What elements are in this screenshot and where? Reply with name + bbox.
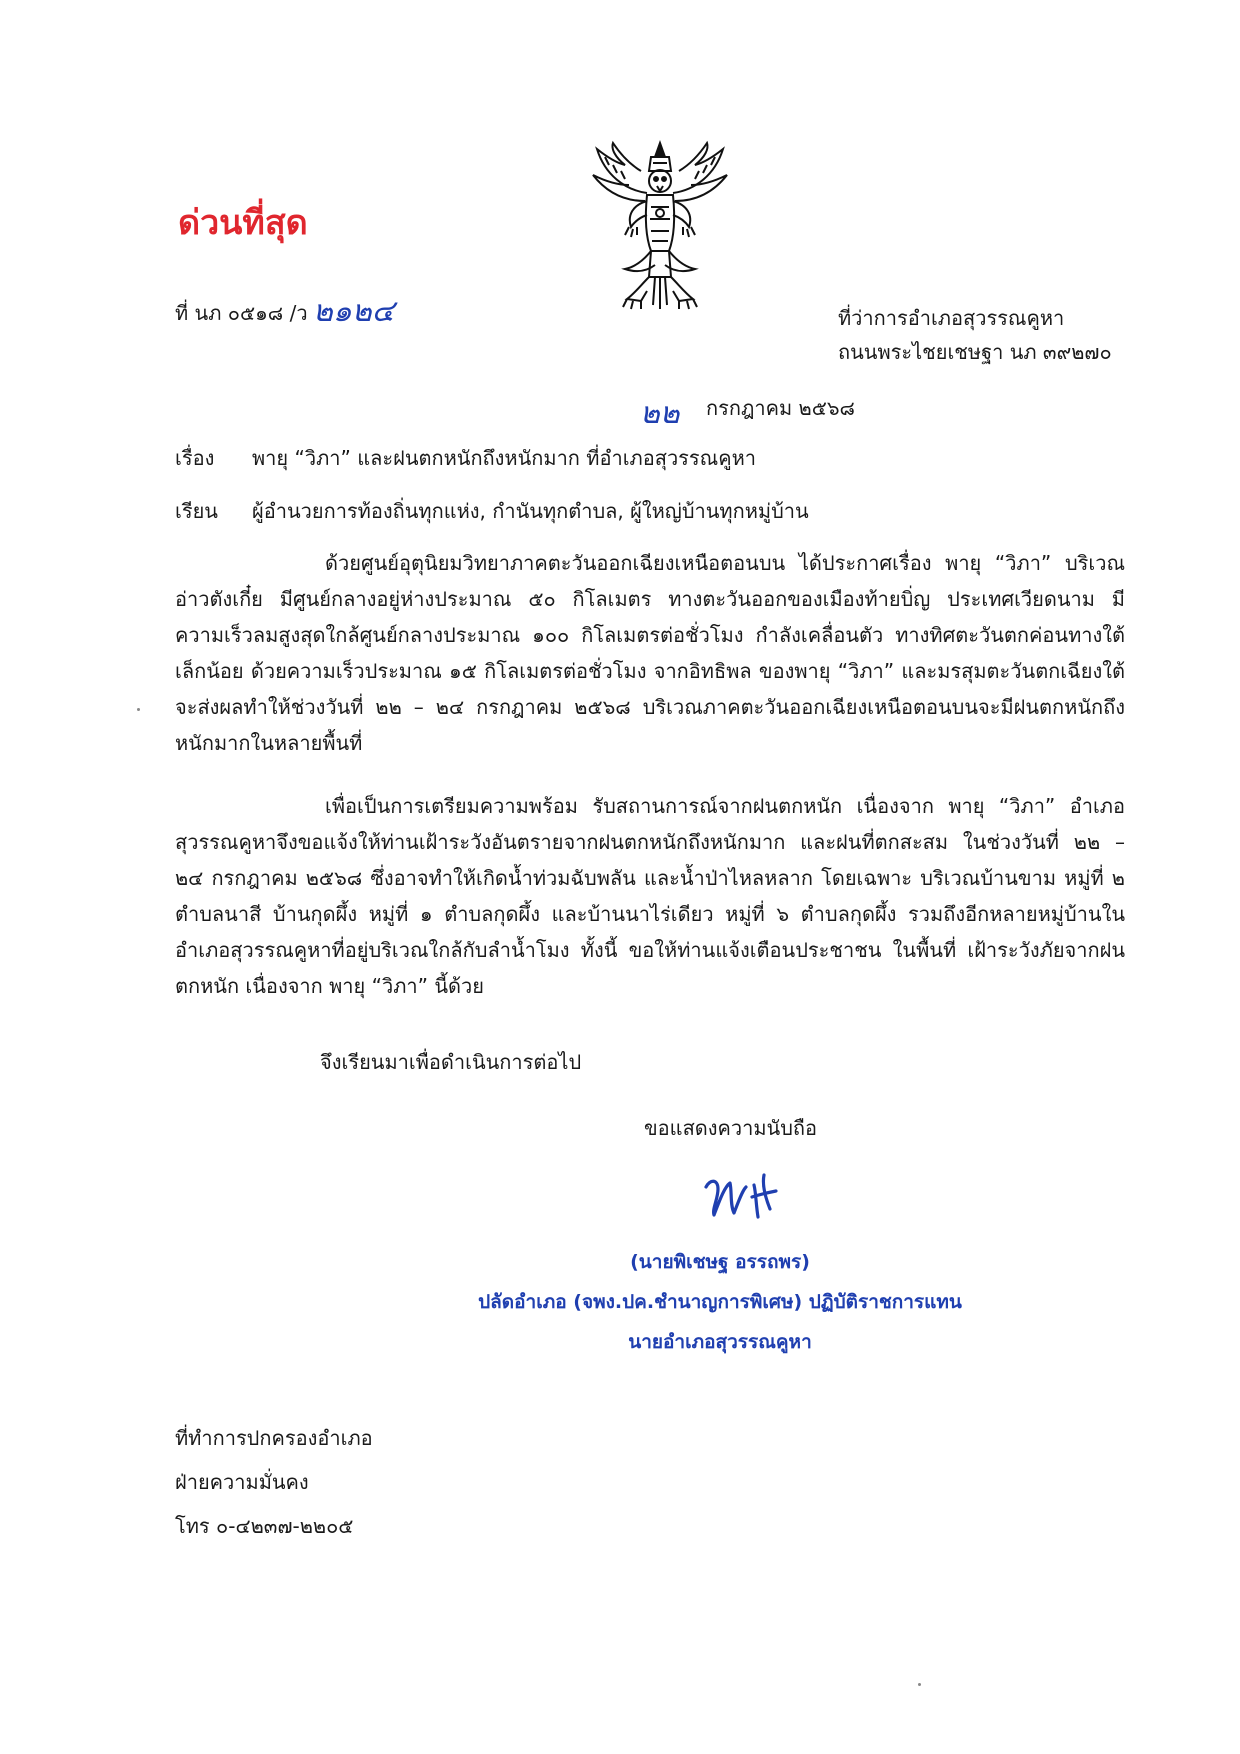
recipient-text: ผู้อำนวยการท้องถิ่นทุกแห่ง, กำนันทุกตำบล, ผู้ใหญ่บ้านทุกหมู่บ้าน [252, 499, 809, 523]
date-month-year: กรกฎาคม ๒๕๖๘ [706, 396, 855, 420]
scan-speck [137, 708, 140, 711]
garuda-emblem-icon [585, 135, 735, 315]
closing-line: จึงเรียนมาเพื่อดำเนินการต่อไป [320, 1050, 582, 1074]
sender-address-line1: ที่ว่าการอำเภอสุวรรณคูหา [838, 306, 1065, 330]
date-day-handwritten: ๒๒ [640, 396, 680, 431]
footer-office: ที่ทำการปกครองอำเภอ [175, 1426, 373, 1450]
signer-position: ปลัดอำเภอ (จพง.ปค.ชำนาญการพิเศษ) ปฏิบัติราชการแทน [478, 1291, 962, 1313]
recipient-label: เรียน [175, 499, 218, 523]
signer-department: นายอำเภอสุวรรณคูหา [628, 1331, 812, 1353]
sender-address-line2: ถนนพระไชยเชษฐา นภ ๓๙๒๗๐ [838, 340, 1112, 364]
signer-name: (นายพิเชษฐ อรรถพร) [630, 1251, 810, 1273]
urgency-stamp: ด่วนที่สุด [178, 203, 308, 243]
body-paragraph-1: ด้วยศูนย์อุตุนิยมวิทยาภาคตะวันออกเฉียงเหนือตอนบน ได้ประกาศเรื่อง พายุ “วิภา” บริเวณอ่าวตังเกี๋ย มีศูนย์กลางอยู่ห่างประมาณ ๕๐ กิโลเมตร ทางตะวันออกของเมืองท้ายบิ่ญ ประเทศเวียดนาม มีความเร็วลมสูงสุดใกล้ศูนย์กลางประมาณ ๑๐๐ กิโลเมตรต่อชั่วโมง กำลังเคลื่อนตัว ทางทิศตะวันตกค่อนทางใต้เล็กน้อย ด้วยความเร็วประมาณ ๑๕ กิโลเมตรต่อชั่วโมง จากอิทธิพล ของพายุ “วิภา” และมรสุมตะวันตกเฉียงใต้ จะส่งผลทำให้ช่วงวันที่ ๒๒ – ๒๔ กรกฎาคม ๒๕๖๘ บริเวณภาคตะวันออกเฉียงเหนือตอนบนจะมีฝนตกหนักถึงหนักมากในหลายพื้นที่ [175, 551, 1125, 755]
scan-speck [918, 1683, 921, 1686]
body-paragraph-2: เพื่อเป็นการเตรียมความพร้อม รับสถานการณ์จากฝนตกหนัก เนื่องจาก พายุ “วิภา” อำเภอสุวรรณคูหาจึงขอแจ้งให้ท่านเฝ้าระวังอันตรายจากฝนตกหนักถึงหนักมาก และฝนที่ตกสะสม ในช่วงวันที่ ๒๒ – ๒๔ กรกฎาคม ๒๕๖๘ ซึ่งอาจทำให้เกิดน้ำท่วมฉับพลัน และน้ำป่าไหลหลาก โดยเฉพาะ บริเวณบ้านขาม หมู่ที่ ๒ ตำบลนาสี บ้านกุดผึ้ง หมู่ที่ ๑ ตำบลกุดผึ้ง และบ้านนาไร่เดียว หมู่ที่ ๖ ตำบลกุดผึ้ง รวมถึงอีกหลายหมู่บ้านในอำเภอสุวรรณคูหาที่อยู่บริเวณใกล้กับลำน้ำโมง ทั้งนี้ ขอให้ท่านแจ้งเตือนประชาชน ในพื้นที่ เฝ้าระวังภัยจากฝนตกหนัก เนื่องจาก พายุ “วิภา” นี้ด้วย [175, 794, 1126, 998]
regards-line: ขอแสดงความนับถือ [644, 1116, 818, 1140]
footer-section: ฝ่ายความมั่นคง [175, 1470, 309, 1494]
reference-number-label: ที่ นภ ๐๕๑๘ /ว [175, 301, 308, 325]
reference-number-handwritten: ๒๑๒๔ [313, 294, 395, 329]
subject-text: พายุ “วิภา” และฝนตกหนักถึงหนักมาก ที่อำเภอสุวรรณคูหา [252, 446, 757, 470]
footer-phone: โทร ๐-๔๒๓๗-๒๒๐๕ [175, 1514, 354, 1538]
subject-label: เรื่อง [175, 446, 215, 470]
handwritten-signature-icon [700, 1165, 785, 1225]
